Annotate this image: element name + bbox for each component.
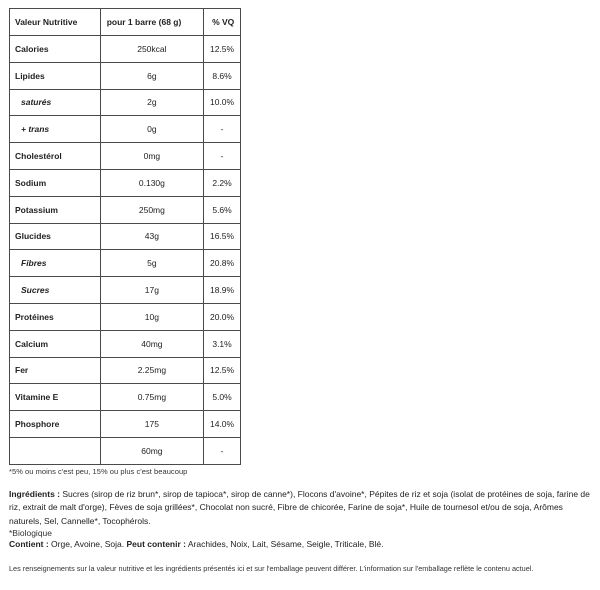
allergen-statement [9,538,593,551]
nutrient-amount: 10g [100,303,203,330]
table-row [10,169,241,196]
ingredients-text: Sucres (sirop de riz brun*, sirop de tapioca*, sirop de canne*), Flocons d'avoine*, Pépites de riz et soja (isolat de protéines de soja, farine de riz, extrait de malt d'orge), Fèves de soja grillées*, Chocolat non sucré, Fibre de chicorée, Farine de soja*, Huile de tournesol et/ou de soja, Arômes naturels, Sel, Cannelle*, Tocophérols. [9,488,590,526]
table-row [10,143,241,170]
nutrient-daily-value: 5.0% [204,384,241,411]
nutrient-name: Potassium [10,196,101,223]
nutrient-name: Cholestérol [10,143,101,170]
table-row [10,36,241,63]
nutrient-daily-value: 2.2% [204,169,241,196]
may-contain-label: Peut contenir : [126,538,186,549]
nutrient-amount: 250mg [100,196,203,223]
nutrient-amount: 2g [100,89,203,116]
nutrient-name: Fer [10,357,101,384]
nutrient-name: Glucides [10,223,101,250]
nutrient-amount: 175 [100,411,203,438]
nutrient-daily-value: 20.8% [204,250,241,277]
nutrient-daily-value: 14.0% [204,411,241,438]
nutrient-amount: 0g [100,116,203,143]
nutrient-name: + trans [10,116,101,143]
nutrient-daily-value: 16.5% [204,223,241,250]
nutrient-name: Fibres [10,250,101,277]
nutrition-table-body [10,36,241,465]
nutrient-name: saturés [10,89,101,116]
nutrient-name: Calcium [10,330,101,357]
nutrient-daily-value: 18.9% [204,277,241,304]
daily-value-footnote: *5% ou moins c'est peu, 15% ou plus c'est beaucoup [9,466,188,476]
header-serving: pour 1 barre (68 g) [100,9,203,36]
table-row [10,196,241,223]
nutrient-amount: 6g [100,62,203,89]
table-row [10,357,241,384]
organic-note: *Biologique [9,527,53,538]
table-row [10,223,241,250]
contains-label: Contient : [9,538,49,549]
nutrient-name [10,437,101,464]
nutrition-facts-table [9,8,241,465]
ingredients-label: Ingrédients : [9,488,61,499]
table-row [10,116,241,143]
contains-text: Orge, Avoine, Soja. [48,538,127,549]
nutrient-name: Calories [10,36,101,63]
nutrient-amount: 40mg [100,330,203,357]
disclaimer: Les renseignements sur la valeur nutritive et les ingrédients présentés ici et sur l'emballage peuvent différer. L'information sur l'emballage reflète le contenu actuel. [9,564,534,574]
table-row [10,303,241,330]
nutrient-amount: 250kcal [100,36,203,63]
nutrient-amount: 43g [100,223,203,250]
nutrient-amount: 0.130g [100,169,203,196]
nutrient-amount: 5g [100,250,203,277]
nutrient-daily-value: 5.6% [204,196,241,223]
nutrition-page [9,8,593,574]
nutrient-daily-value: 20.0% [204,303,241,330]
table-row [10,277,241,304]
table-row [10,62,241,89]
table-row [10,250,241,277]
table-header-row [10,9,241,36]
header-daily-value: % VQ [204,9,241,36]
nutrient-amount: 0.75mg [100,384,203,411]
table-row [10,384,241,411]
nutrient-name: Phosphore [10,411,101,438]
nutrient-daily-value: 8.6% [204,62,241,89]
nutrient-daily-value: - [204,437,241,464]
nutrient-amount: 17g [100,277,203,304]
nutrient-daily-value: 12.5% [204,36,241,63]
nutrient-amount: 2.25mg [100,357,203,384]
nutrient-daily-value: 3.1% [204,330,241,357]
nutrient-daily-value: 12.5% [204,357,241,384]
nutrient-daily-value: - [204,143,241,170]
table-row [10,411,241,438]
ingredients-paragraph [9,488,593,528]
nutrient-amount: 0mg [100,143,203,170]
nutrient-amount: 60mg [100,437,203,464]
header-nutrient: Valeur Nutritive [10,9,101,36]
table-row [10,330,241,357]
nutrient-daily-value: - [204,116,241,143]
table-row [10,437,241,464]
nutrient-name: Vitamine E [10,384,101,411]
table-row [10,89,241,116]
may-contain-text: Arachides, Noix, Lait, Sésame, Seigle, Triticale, Blé. [186,538,384,549]
nutrient-name: Protéines [10,303,101,330]
nutrient-daily-value: 10.0% [204,89,241,116]
nutrient-name: Lipides [10,62,101,89]
nutrient-name: Sodium [10,169,101,196]
nutrient-name: Sucres [10,277,101,304]
